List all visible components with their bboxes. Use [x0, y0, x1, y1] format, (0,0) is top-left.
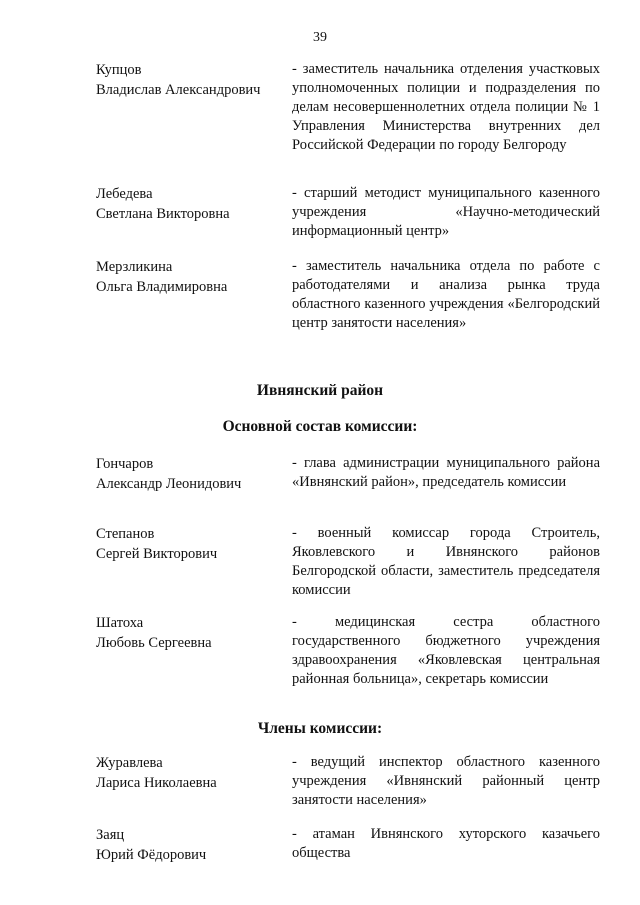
- member-position: - заместитель начальника отдела по работе с работодателями и анализа рынка труда областного казенного учреждения «Белгородский центр занятости населения»: [292, 258, 600, 331]
- member-given-names: Юрий Фёдорович: [96, 847, 207, 863]
- member-surname: Журавлева: [96, 755, 163, 771]
- member-given-names: Лариса Николаевна: [96, 775, 217, 791]
- member-surname: Мерзликина: [96, 259, 173, 275]
- member-position: - военный комиссар города Строитель, Яковлевского и Ивнянского районов Белгородской области, заместитель председателя комиссии: [292, 525, 600, 598]
- member-given-names: Александр Леонидович: [96, 476, 242, 492]
- member-position: - ведущий инспектор областного казенного учреждения «Ивнянский районный центр занятости населения»: [292, 754, 600, 808]
- member-given-names: Сергей Викторович: [96, 546, 218, 562]
- member-name: [96, 60, 286, 100]
- member-name: [96, 613, 286, 653]
- member-name: [96, 753, 286, 793]
- member-name: [96, 454, 286, 494]
- member-surname: Заяц: [96, 827, 125, 843]
- member-surname: Лебедева: [96, 186, 153, 202]
- district-heading: Ивнянский район: [256, 382, 384, 399]
- member-position: - старший методист муниципального казенного учреждения «Научно-методический информационный центр»: [292, 185, 600, 239]
- member-surname: Купцов: [96, 62, 142, 78]
- member-surname: Степанов: [96, 526, 155, 542]
- member-name: [96, 825, 286, 865]
- member-name: [96, 184, 286, 224]
- member-name: [96, 257, 286, 297]
- member-position: - атаман Ивнянского хуторского казачьего общества: [292, 826, 600, 861]
- member-given-names: Любовь Сергеевна: [96, 635, 212, 651]
- member-name: [96, 524, 286, 564]
- page-number: 39: [313, 30, 327, 45]
- member-position: - глава администрации муниципального района «Ивнянский район», председатель комиссии: [292, 455, 600, 490]
- member-given-names: Владислав Александрович: [96, 82, 261, 98]
- members-heading: Члены комиссии:: [257, 720, 383, 737]
- member-position: - заместитель начальника отделения участковых уполномоченных полиции и подразделения по делам несовершеннолетних отдела полиции № 1 Управления Министерства внутренних дел Российской Федерации по городу Белгороду: [292, 61, 600, 153]
- member-given-names: Ольга Владимировна: [96, 279, 228, 295]
- member-position: - медицинская сестра областного государственного бюджетного учреждения здравоохранения «Яковлевская центральная районная больница», секретарь комиссии: [292, 614, 600, 687]
- main-composition-heading: Основной состав комиссии:: [222, 418, 418, 435]
- member-given-names: Светлана Викторовна: [96, 206, 230, 222]
- member-surname: Шатоха: [96, 615, 144, 631]
- member-surname: Гончаров: [96, 456, 154, 472]
